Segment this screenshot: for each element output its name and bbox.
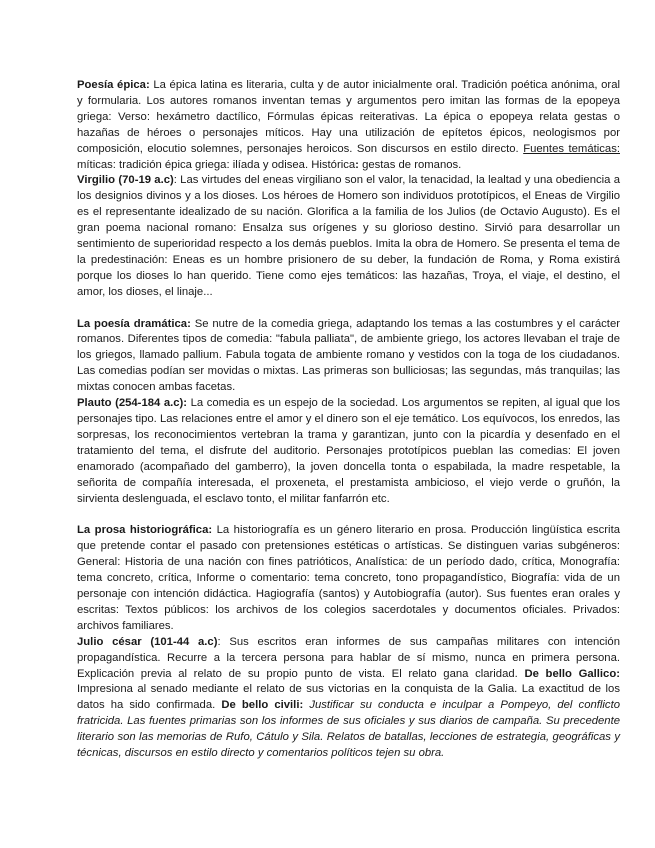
spacer — [77, 507, 620, 523]
label-fuentes-tematicas: Fuentes temáticas: — [523, 142, 620, 155]
text-prosa-historiografica: La historiografía es un género literario en prosa. Producción lingüística escrita que pretende contar el pasado con pretensiones estéticas o artísticas. Se distinguen varias subgéneros: General: Historia de una nación con fines patrióticos, Analística: de un período dado, crítica, Monografía: tema concreto, crítica, Informe o comentario: tema concreto, tono propagandístico, Biografía: vida de un personaje con intención didáctica. Hagiografía (santos) y Autobiografía (autor). Sus fuentes eran orales y escritas: Textos públicos: los archivos de los colegios sacerdotales y documentos oficiales. Privados: archivos familiares. — [77, 524, 620, 632]
text-de-bello-gallico: Impresiona al senado mediante el relato de sus victorias en la conquista de la Galia. La exactitud de los datos ha sido confirmada. — [77, 683, 620, 712]
paragraph-poesia-epica — [77, 78, 620, 173]
paragraph-plauto — [77, 396, 620, 507]
heading-plauto: Plauto (254-184 a.c): — [77, 397, 188, 410]
heading-prosa-historiografica: La prosa historiográfica: — [77, 524, 213, 537]
text-fuentes-tematicas: míticas: tradición épica griega: ilíada y odisea. Histórica — [77, 158, 356, 171]
text-fuentes-end: gestas de romanos. — [358, 158, 462, 171]
document-body — [77, 78, 620, 762]
heading-de-bello-gallico: De bello Gallico: — [524, 667, 621, 680]
heading-de-bello-civili: De bello civili: — [221, 699, 304, 712]
paragraph-julio-cesar — [77, 635, 620, 762]
heading-virgilio: Virgilio (70-19 a.c) — [77, 174, 174, 187]
paragraph-prosa-historiografica — [77, 523, 620, 634]
heading-julio-cesar: Julio césar (101-44 a.c) — [77, 635, 218, 648]
heading-poesia-epica: Poesía épica: — [77, 79, 150, 91]
text-poesia-epica: La épica latina es literaria, culta y de autor inicialmente oral. Tradición poética anónima, oral y formularia. Los autores romanos inventan temas y argumentos pero imitan las formas de la epopeya griega: Verso: hexámetro dactílico, Fórmulas épicas reiterativas. La épica o epopeya relata gestas o hazañas de héroes o personajes míticos. Hay una utilización de epítetos épicos, neologismos por composición, elocutio solemnes, personajes heroicos. Son discursos en estilo directo. — [77, 79, 620, 155]
text-julio-cesar: : Sus escritos eran informes de sus campañas militares con intención propagandística. Recurre a la tercera persona para hablar de sí mismo, nunca en primera persona. Explicación previa al relato de su propio punto de vista. El relato gana claridad. — [77, 635, 620, 680]
bold-colon: : — [355, 158, 359, 171]
text-virgilio: : Las virtudes del eneas virgiliano son el valor, la tenacidad, la lealtad y una obediencia a los designios divinos y a los dioses. Los héroes de Homero son individuos prototípicos, el Eneas de Virgilio es el representante idealizado de su nación. Glorifica a la familia de los Julios (de Octavio Augusto). Es el gran poema nacional romano: Ensalza sus orígenes y su glorioso destino. Sirvió para desarrollar un sentimiento de superioridad respecto a los demás pueblos. Imita la obra de Homero. Se presenta el tema de la predestinación: Eneas es un hombre prisionero de su deber, la fundación de Roma, y Roma existirá porque los dioses lo han querido. Tiene como ejes temáticos: las hazañas, Troya, el viaje, el destino, el amor, los dioses, el linaje... — [77, 174, 620, 298]
paragraph-poesia-dramatica — [77, 317, 620, 397]
spacer — [77, 301, 620, 317]
text-poesia-dramatica: Se nutre de la comedia griega, adaptando los temas a las costumbres y el carácter romanos. Diferentes tipos de comedia: "fabula palliata", de ambiente griego, los actores llevaban el traje de los griegos, llamado pallium. Fabula togata de ambiente romano y vestidos con la toga de los ciudadanos. Las comedias podían ser movidas o mixtas. Las primeras son bulliciosas; las segundas, más tranquilas; las mixtas conocen ambas facetas. — [77, 317, 620, 394]
text-plauto: La comedia es un espejo de la sociedad. Los argumentos se repiten, al igual que los personajes tipo. Las relaciones entre el amor y el dinero son el eje temático. Los equívocos, los enredos, las sorpresas, los reconocimientos vertebran la trama y garantizan, junto con la picardía y desenfado en el tratamiento del tema, el disfrute del auditorio. Personajes prototípicos pueblan las comedias: El joven enamorado (acompañado del gamberro), la joven doncella tonta o espabilada, la madre respetable, la señorita de compañía interesada, el proxeneta, el prestamista ambicioso, el viejo verde o gruñón, la sirvienta deslenguada, el esclavo tonto, el militar fanfarrón etc. — [77, 397, 620, 505]
text-de-bello-civili: Justificar su conducta e inculpar a Pompeyo, del conflicto fratricida. Las fuentes primarias son los informes de sus oficiales y sus diarios de campaña. Su precedente literario son las memorias de Rufo, Cátulo y Sila. Relatos de batallas, lecciones de estrategia, geográficas y técnicas, discursos en estilo directo y comentarios políticos tejen su obra. — [77, 699, 620, 760]
paragraph-virgilio — [77, 173, 620, 300]
heading-poesia-dramatica: La poesía dramática: — [77, 317, 191, 330]
